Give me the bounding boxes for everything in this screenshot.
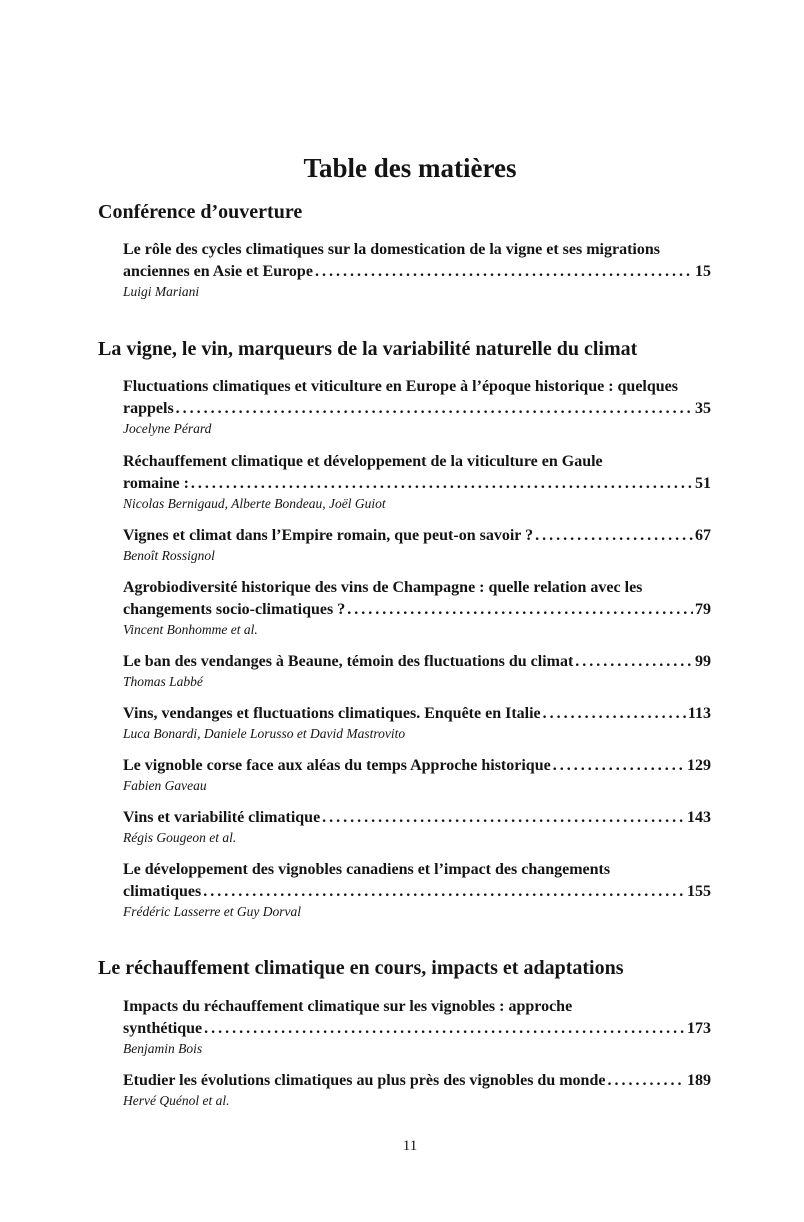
toc-entry[interactable] [123,755,711,795]
toc-entry[interactable] [123,239,711,301]
dot-leader [315,261,693,283]
toc-entry[interactable] [123,651,711,691]
entry-page-number: 173 [687,1020,711,1037]
entry-page-number: 189 [687,1072,711,1089]
entry-author: Vincent Bonhomme et al. [123,622,258,637]
dot-leader [347,599,693,621]
dot-leader [176,398,693,420]
entry-title-leader-line [123,755,711,777]
entry-author: Nicolas Bernigaud, Alberte Bondeau, Joël Guiot [123,496,386,511]
entry-author: Jocelyne Pérard [123,421,212,436]
entry-title-text: Vins et variabilité climatique [123,809,321,826]
entry-title-line: Réchauffement climatique et développement de la viticulture en Gaule [123,453,603,470]
entry-title-text: romaine : [123,475,189,492]
page-number: 11 [402,1138,418,1154]
entry-title-leader-line [123,1070,711,1092]
entry-title-text: rappels [123,400,174,417]
entry-title-text: changements socio-climatiques ? [123,601,346,618]
entry-title-leader-line [123,881,711,903]
entry-title-line: Fluctuations climatiques et viticulture en Europe à l’époque historique : quelques [123,378,678,395]
entry-author: Fabien Gaveau [123,778,207,793]
entry-page-number: 113 [687,705,711,722]
entry-author: Luigi Mariani [123,284,200,299]
dot-leader [543,703,686,725]
entry-page-number: 15 [695,263,711,280]
entry-title-text: Vignes et climat dans l’Empire romain, que peut-on savoir ? [123,527,534,544]
entry-title-leader-line [123,807,711,829]
entry-author: Frédéric Lasserre et Guy Dorval [123,904,301,919]
entry-title-line: Impacts du réchauffement climatique sur les vignobles : approche [123,998,573,1015]
entry-title-text: climatiques [123,883,202,900]
dot-leader [553,755,685,777]
entry-author: Benoît Rossignol [123,548,215,563]
entry-title-text: Le vignoble corse face aux aléas du temps Approche historique [123,757,551,774]
section-heading-rechauffement: Le réchauffement climatique en cours, impacts et adaptations [98,957,624,979]
toc-entry[interactable] [123,376,711,438]
entry-page-number: 67 [695,527,711,544]
entry-title-leader-line [123,651,711,673]
entry-page-number: 155 [687,883,711,900]
toc-entry[interactable] [123,451,711,513]
toc-entry[interactable] [123,1070,711,1110]
entry-title-leader-line [123,261,711,283]
toc-entry[interactable] [123,807,711,847]
entry-title-leader-line [123,525,711,547]
entry-page-number: 35 [695,400,711,417]
entry-author: Benjamin Bois [123,1041,203,1056]
toc-entry[interactable] [123,577,711,639]
entry-title-leader-line [123,1018,711,1040]
entry-page-number: 143 [687,809,711,826]
entry-title-text: Le ban des vendanges à Beaune, témoin des fluctuations du climat [123,653,574,670]
section-heading-vigne-vin: La vigne, le vin, marqueurs de la variabilité naturelle du climat [98,338,638,360]
toc-entry[interactable] [123,525,711,565]
entry-page-number: 79 [695,601,711,618]
entry-title-line: Agrobiodiversité historique des vins de Champagne : quelle relation avec les [123,579,643,596]
dot-leader [535,525,693,547]
entry-author: Régis Gougeon et al. [123,830,237,845]
dot-leader [575,651,693,673]
entry-page-number: 99 [695,653,711,670]
toc-entry[interactable] [123,996,711,1058]
toc-entry[interactable] [123,859,711,921]
entry-page-number: 129 [687,757,711,774]
entry-title-text: Vins, vendanges et fluctuations climatiques. Enquête en Italie [123,705,541,722]
entry-title-leader-line [123,398,711,420]
section-heading-conference: Conférence d’ouverture [98,201,303,223]
entry-title-text: synthétique [123,1020,203,1037]
entry-title-text: Etudier les évolutions climatiques au plus près des vignobles du monde [123,1072,606,1089]
entry-title-line: Le développement des vignobles canadiens et l’impact des changements [123,861,611,878]
entry-title-leader-line [123,703,711,725]
entry-title-line: Le rôle des cycles climatiques sur la domestication de la vigne et ses migrations [123,241,660,258]
dot-leader [191,473,693,495]
entry-title-leader-line [123,599,711,621]
dot-leader [204,1018,685,1040]
page-title: Table des matières [303,153,517,183]
entry-author: Thomas Labbé [123,674,203,689]
entry-author: Luca Bonardi, Daniele Lorusso et David Mastrovito [123,726,406,741]
entry-title-text: anciennes en Asie et Europe [123,263,313,280]
dot-leader [322,807,685,829]
dot-leader [607,1070,685,1092]
entry-page-number: 51 [695,475,711,492]
entry-author: Hervé Quénol et al. [123,1093,230,1108]
dot-leader [203,881,685,903]
toc-entry[interactable] [123,703,711,743]
entry-title-leader-line [123,473,711,495]
